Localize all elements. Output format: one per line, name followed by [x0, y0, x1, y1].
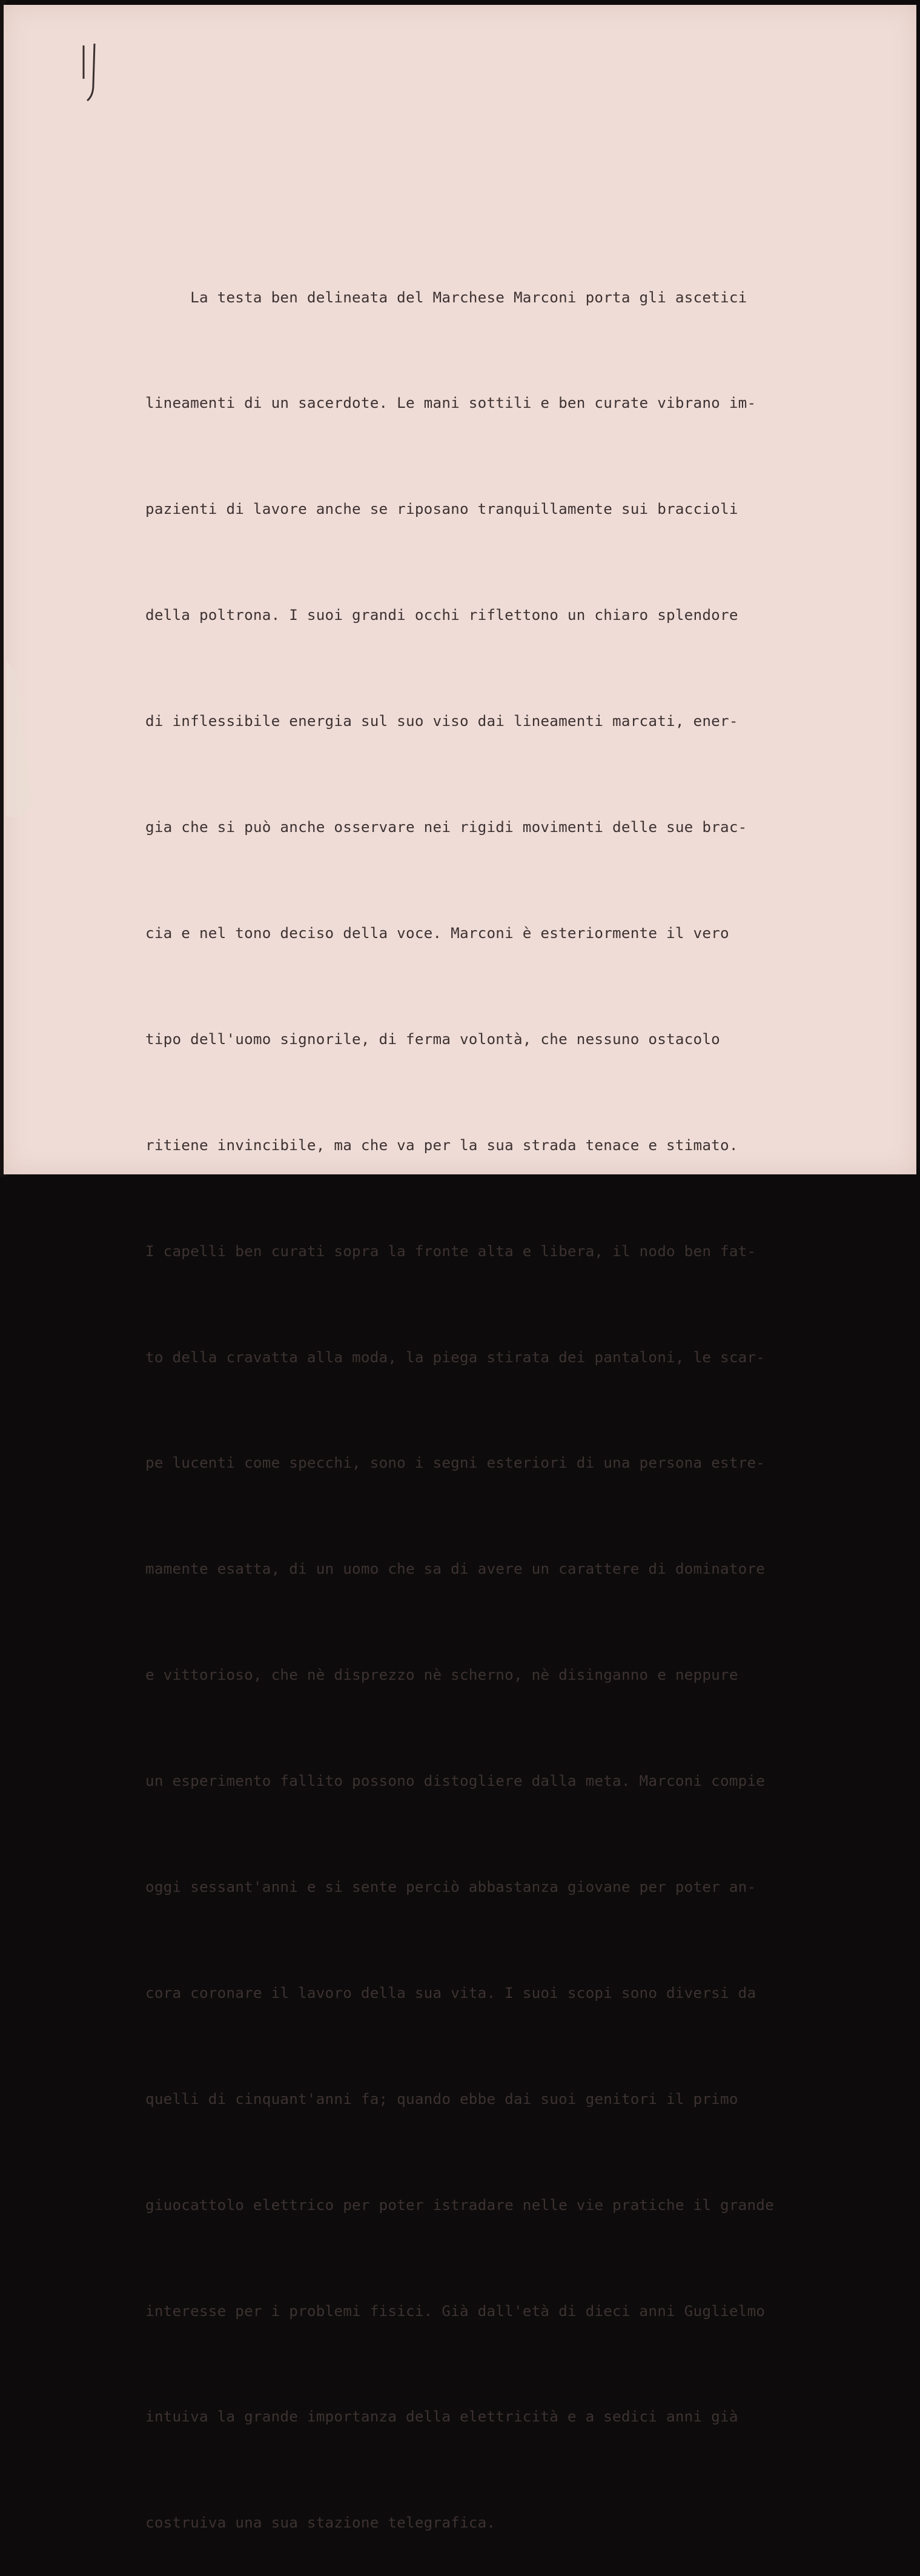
text-line: gia che si può anche osservare nei rigidi movimenti delle sue brac- — [145, 818, 747, 836]
text-line: oggi sessant'anni e si sente perciò abbastanza giovane per poter an- — [145, 1877, 756, 1895]
text-line: La testa ben delineata del Marchese Marconi porta gli ascetici — [145, 288, 747, 306]
paperclip-mark-icon — [80, 42, 110, 109]
text-line: pazienti di lavore anche se riposano tranquillamente sui braccioli — [145, 500, 738, 518]
text-line: della poltrona. I suoi grandi occhi riflettono un chiaro splendore — [145, 606, 738, 624]
text-line: quelli di cinquant'anni fa; quando ebbe dai suoi genitori il primo — [145, 2089, 738, 2108]
text-line: cora coronare il lavoro della sua vita. I suoi scopi sono diversi da — [145, 1983, 756, 2002]
text-line: di inflessibile energia sul suo viso dai lineamenti marcati, ener- — [145, 712, 738, 730]
text-line: mamente esatta, di un uomo che sa di avere un carattere di dominatore — [145, 1560, 766, 1578]
text-line: giuocattolo elettrico per poter istradare nelle vie pratiche il grande — [145, 2195, 774, 2214]
typewritten-body — [145, 209, 896, 2576]
text-line: interesse per i problemi fisici. Già dall'età di dieci anni Guglielmo — [145, 2301, 766, 2320]
text-line: un esperimento fallito possono distogliere dalla meta. Marconi compie — [145, 1772, 766, 1790]
text-line: tipo dell'uomo signorile, di ferma volontà, che nessuno ostacolo — [145, 1030, 720, 1048]
text-line: cia e nel tono deciso della voce. Marconi è esteriormente il vero — [145, 924, 729, 942]
text-line: to della cravatta alla moda, la piega stirata dei pantaloni, le scar- — [145, 1348, 766, 1366]
text-line: e vittorioso, che nè disprezzo nè scherno, nè disinganno e neppure — [145, 1666, 738, 1684]
text-line: costruiva una sua stazione telegrafica. — [145, 2514, 496, 2532]
text-line: I capelli ben curati sopra la fronte alta e libera, il nodo ben fat- — [145, 1242, 756, 1260]
torn-paper-edge — [6, 659, 31, 817]
text-line: lineamenti di un sacerdote. Le mani sottili e ben curate vibrano im- — [145, 394, 756, 412]
text-line: intuiva la grande importanza della elettricità e a sedici anni già — [145, 2408, 738, 2426]
text-line: ritiene invincibile, ma che va per la sua strada tenace e stimato. — [145, 1136, 738, 1154]
text-line: pe lucenti come specchi, sono i segni esteriori di una persona estre- — [145, 1454, 766, 1472]
